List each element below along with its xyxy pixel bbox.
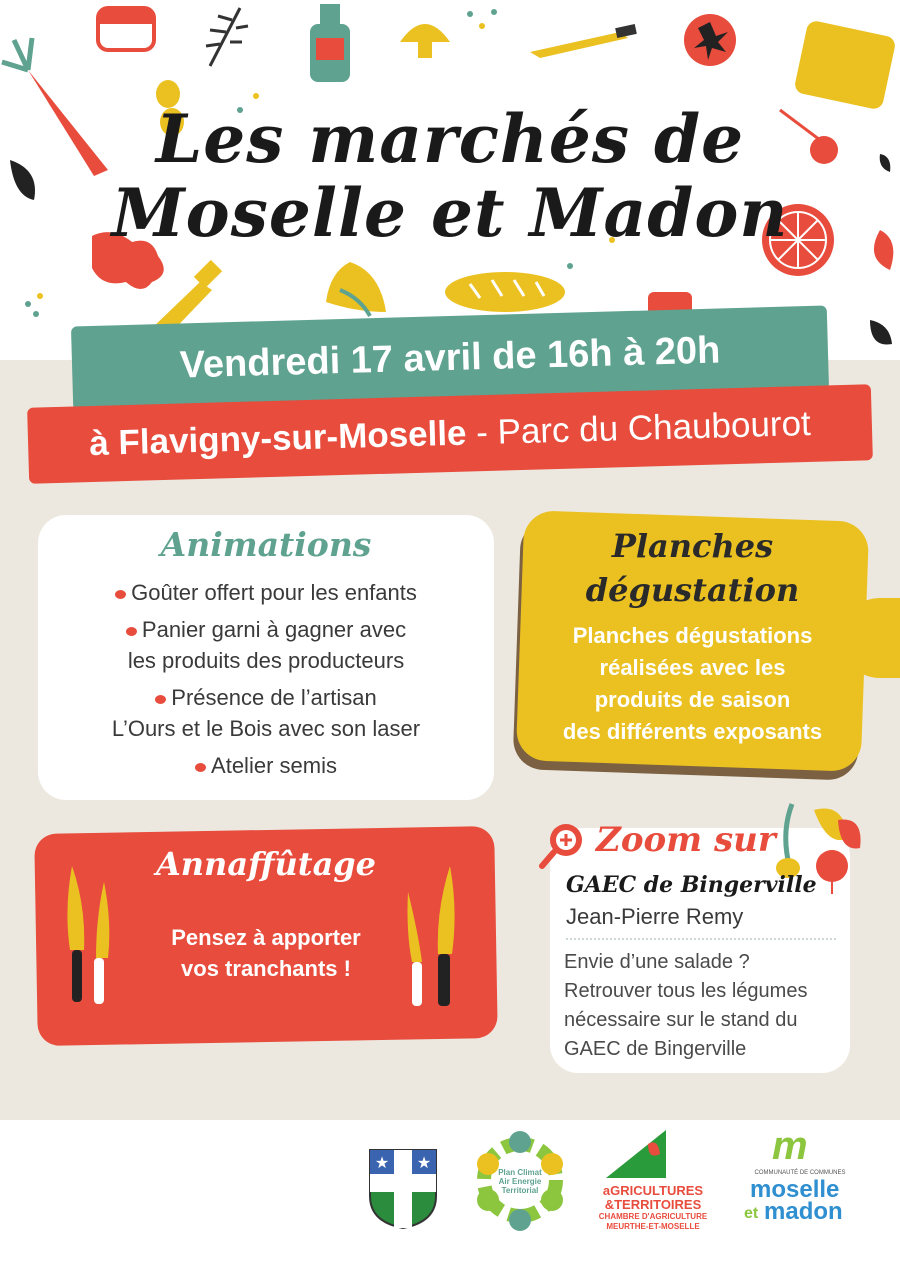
zoom-text [564,948,834,1064]
zoom-farm-name: GAEC de Bingerville [566,872,817,898]
sharpening-title: Annaffûtage [155,845,377,883]
mushroom-icon [400,24,450,58]
place-town: à Flavigny-sur-Moselle [88,413,467,464]
ccmm-line: moselle [750,1176,840,1203]
pcaet-line: Territorial [501,1186,539,1195]
bullet-icon [126,627,137,636]
m-mark-icon: m [772,1124,808,1168]
animation-item [38,682,494,744]
date-text: Vendredi 17 avril de 16h à 20h [179,329,721,387]
zoom-text-line: Retrouver tous les légumes [564,980,808,1002]
moselle-madon-logo [742,1124,858,1232]
knives-left-icon [60,862,120,1012]
animation-item [38,750,494,781]
chambre-line: aGRICULTURES [602,1183,704,1198]
planches-title [520,524,865,612]
ccmm-line: COMMUNAUTÉ DE COMMUNES [754,1170,846,1176]
pcaet-line: Plan Climat [498,1168,542,1177]
pcaet-logo [472,1128,568,1234]
place-park: Parc du Chaubourot [497,403,812,452]
planches-title-line: Planches [611,527,774,565]
zoom-text-line: Envie d’une salade ? [564,951,750,973]
pcaet-line: Air Energie [498,1177,542,1186]
sharpening-text-line: Pensez à apporter [171,925,361,950]
planches-text-line: des différents exposants [562,719,823,744]
animations-title: Animations [160,525,372,564]
title-line-2: Moselle et Madon [111,174,789,252]
animation-text: Panier garni à gagner avec [141,617,407,642]
zoom-person: Jean-Pierre Remy [566,904,744,929]
planches-text-line: Planches dégustations [572,623,813,648]
knife-icon [530,24,637,58]
animation-text: L’Ours et le Bois avec son laser [111,716,421,741]
zoom-text-line: GAEC de Bingerville [564,1038,747,1060]
divider [566,938,836,940]
planches-text-line: réalisées avec les [599,655,786,680]
pcaet-text [490,1168,550,1195]
animations-list [38,577,494,787]
magnifier-plus-icon [536,820,592,870]
sharpening-text-line: vos tranchants ! [181,956,351,981]
zoom-title: Zoom sur [596,820,776,860]
animation-text: Goûter offert pour les enfants [131,580,417,605]
bullet-icon [155,695,166,704]
tomato-icon [684,14,736,66]
animation-text: Présence de l’artisan [171,685,377,710]
cheese-wheel-icon [98,8,154,50]
chambre-agriculture-mark-icon [596,1124,710,1182]
svg-text:★: ★ [416,1155,432,1172]
flavigny-coat-of-arms-icon [366,1148,440,1230]
title-line-1: Les marchés de [155,100,745,178]
ccmm-line: madon [764,1198,843,1225]
animation-text: Atelier semis [211,753,337,778]
zoom-text-line: nécessaire sur le stand du [564,1009,798,1031]
animation-item [38,614,494,676]
bullet-icon [195,763,206,772]
animation-item [38,577,494,608]
bottle-icon [310,4,350,82]
chard-icon [326,262,386,316]
place-separator: - [465,412,499,453]
animations-card [38,515,494,800]
svg-text:★: ★ [374,1155,390,1172]
chambre-agriculture-logo [596,1124,710,1239]
bread-icon [445,272,565,312]
herb-icon [206,8,248,66]
chambre-text [596,1184,710,1232]
bullet-icon [115,590,126,599]
ccmm-line: et [744,1205,759,1222]
chambre-line: &TERRITOIRES [604,1197,702,1212]
animation-text: les produits des producteurs [127,648,405,673]
planches-title-line: dégustation [585,571,800,609]
cheese-block-icon [793,19,896,110]
planches-text [520,620,865,748]
chambre-line: MEURTHE-ET-MOSELLE [606,1222,700,1231]
planches-text-line: produits de saison [594,687,791,712]
chambre-line: CHAMBRE D'AGRICULTURE [598,1212,708,1221]
knives-right-icon [398,862,468,1012]
